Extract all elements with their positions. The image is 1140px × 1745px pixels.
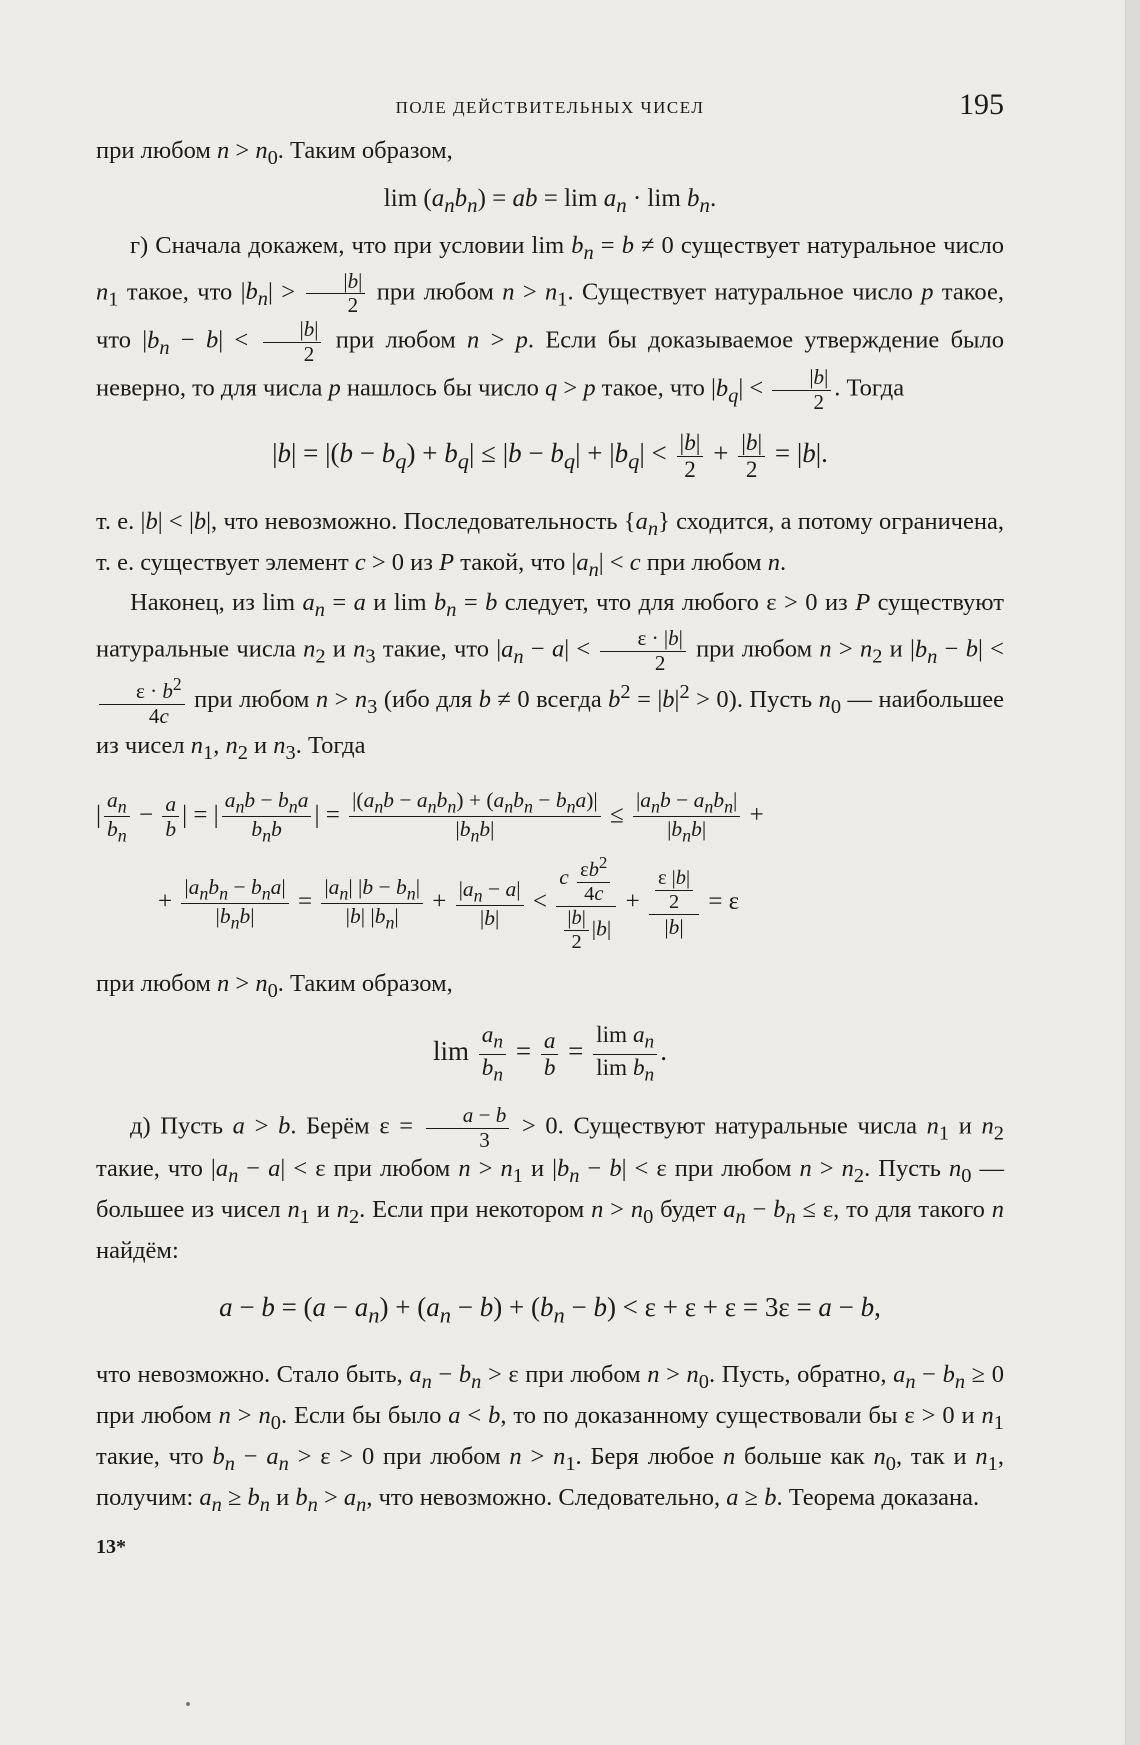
equation-product-limit: $\lim (a_nb_n)$ = ab = $\lim a_n \cdot \lim b_n$. [383,184,717,217]
page-header [96,88,1004,134]
equation-quotient-limit: lim $\frac{a_n}{b_n}$ = $\frac{a}{b}$ = $\frac{\lim a_n}{\lim b_n}$ . [433,1022,667,1086]
paragraph-bounded: т. е. |b| < |b|, что невозможно. Последовательность $\{a_n\}$ сходится, а потому ограничена, т. е. существует элемент c > 0 из P такой, что $|a_n| < c$ при любом n. [96,507,1004,581]
page-number: 195 [959,88,1004,121]
equation-abs-b: $|b| = |(b - b_q) + b_q| \le |b - b_q| + |b_q|$ < $\frac{|b|}{2}$ + $\frac{|b|}{2}$ = |b|. [272,429,828,483]
signature-mark: 13* [96,1535,126,1558]
paragraph-finally: Наконец, из $\lim a_n = a$ и $\lim b_n = b$ следует, что для любого ε > 0 из P существуют натуральные числа $n_2$ и $n_3$ такие, что $|a_n - a|$ < $\frac{\varepsilon \cdot |b|}{2}$ при любом $n > n_2$ и $|b_n - b|$ < $\frac{\varepsilon \cdot b^2}{4c}$ при любом $n > n_3$ (ибо для b ≠ 0 всегда $b^2 = |b|^2 > 0$). Пусть $n_0$ — наибольшее из чисел $n_1$, $n_2$ и $n_3$. Тогда [96,589,1004,764]
equation-line-1: | $\frac{a_n}{b_n}$ − $\frac{a}{b}$ | = | $\frac{a_nb - b_na}{b_nb}$ | = $\frac{|(a_nb - a_nb_n) + (a_nb_n - b_na)|}{|b_nb|}$ ≤ $\frac{|a_nb - a_nb_n|}{|b_nb|}$ + [96,787,764,846]
paragraph-intro: при любом $n > n_0$. Таким образом, [96,137,453,169]
paragraph-g: г) Сначала докажем, что при условии $\lim b_n = b \ne 0$ существует натуральное число $n_1$ такое, что $|b_n|$ > $\frac{|b|}{2}$ при любом $n > n_1$. Существует натуральное число p такое, что $|b_n - b|$ < $\frac{|b|}{2}$ при любом n > p. Если бы доказываемое утверждение было неверно, то для числа p нашлось бы число q > p такое, что $|b_q|$ < $\frac{|b|}{2}$ . Тогда [96,231,1004,414]
page-edge [1125,0,1140,1745]
paragraph-conclusion: что невозможно. Стало быть, $a_n - b_n > \varepsilon$ при любом $n > n_0$. Пусть, обратно, $a_n - b_n \ge 0$ при любом $n > n_0$. Если бы было a < b, то по доказанному существовали бы ε > 0 и $n_1$ такие, что $b_n - a_n > \varepsilon > 0$ при любом $n > n_1$. Беря любое n больше как $n_0$, так и $n_1$, получим: $a_n \ge b_n$ и $b_n > a_n$, что невозможно. Следовательно, a ≥ b. Теорема доказана. [96,1361,1004,1516]
paragraph-d: д) Пусть a > b. Берём ε = $\frac{a - b}{3}$ > 0. Существуют натуральные числа $n_1$ и $n_2$ такие, что $|a_n - a| < \varepsilon$ при любом $n > n_1$ и $|b_n - b| < \varepsilon$ при любом $n > n_2$. Пусть $n_0$ — большее из чисел $n_1$ и $n_2$. Если при некотором $n > n_0$ будет $a_n - b_n \le \varepsilon$, то для такого n найдём: [96,1102,1004,1264]
equation-line-2: + $\frac{|a_nb_n - b_na|}{|b_nb|}$ = $\frac{|a_n| |b - b_n|}{|b| |b_n|}$ + $\frac{|a_n - a|}{|b|}$ < c $\frac{\varepsilon b^2}{4c}$ $\frac{|b|}{2}$ |b| + $\frac{\frac{\varepsilon |b|}{2}}{|b|}$ = ε [158,853,740,953]
running-title: ПОЛЕ ДЕЙСТВИТЕЛЬНЫХ ЧИСЕЛ [395,98,705,117]
equation-contradiction: $a - b = (a - a_n) + (a_n - b) + (b_n - b) < \varepsilon + \varepsilon + \varepsilon = 3\varepsilon = a - b$, [219,1291,881,1328]
equation-quotient-estimate [96,788,1004,954]
book-page [96,88,1004,1559]
paragraph-thus: при любом $n > n_0$. Таким образом, [96,970,453,1003]
print-speck [186,1702,190,1706]
